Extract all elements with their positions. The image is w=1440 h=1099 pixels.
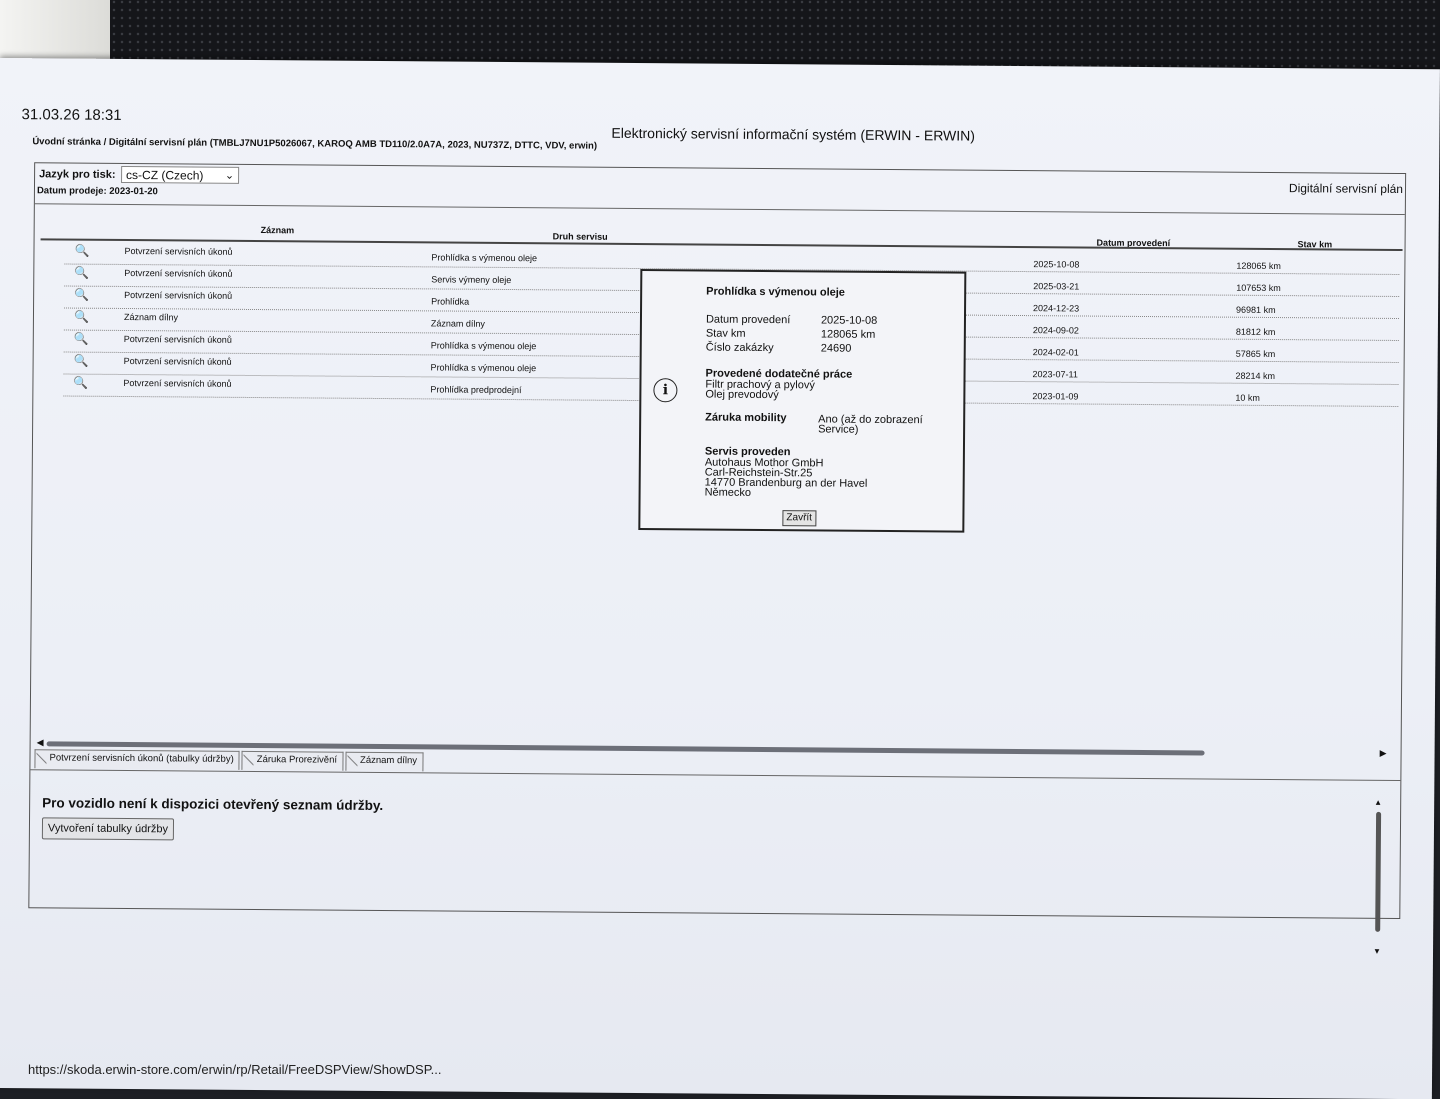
service-detail-popup — [638, 269, 966, 533]
cell-service-type: Prohlídka s výmenou oleje — [430, 362, 537, 374]
magnifier-icon[interactable]: 🔍 — [73, 309, 89, 324]
cell-mileage: 57865 km — [1235, 348, 1276, 360]
popup-mobility-label: Záruka mobility — [705, 411, 787, 425]
popup-dealer-title: Servis proveden — [704, 445, 791, 459]
cell-record: Potvrzení servisních úkonů — [124, 245, 233, 257]
column-header-record[interactable]: Záznam — [260, 225, 295, 236]
cell-mileage: 81812 km — [1235, 326, 1276, 338]
popup-dealer-street: Carl-Reichstein-Str.25 — [704, 466, 813, 480]
column-header-mileage[interactable]: Stav km — [1297, 239, 1333, 250]
magnifier-icon[interactable]: 🔍 — [73, 353, 89, 368]
print-timestamp: 31.03.26 18:31 — [21, 106, 122, 124]
cell-service-type: Prohlídka s výmenou oleje — [431, 252, 538, 264]
popup-dealer-name: Autohaus Mothor GmbH — [704, 456, 824, 470]
tabs-divider — [30, 769, 1400, 781]
popup-dealer-country: Německo — [704, 486, 752, 499]
language-select[interactable] — [121, 166, 239, 184]
vertical-scrollbar-thumb[interactable] — [1375, 812, 1381, 932]
vertical-scrollbar[interactable] — [1372, 797, 1383, 956]
popup-mobility-value-cont: Service) — [818, 423, 859, 436]
scroll-up-icon[interactable]: ▲ — [1374, 797, 1383, 807]
tab-service-confirmations[interactable]: Potvrzení servisních úkonů (tabulky údržby) — [34, 749, 239, 770]
tab-workshop-record[interactable]: Záznam dílny — [345, 752, 423, 772]
no-maintenance-list-message: Pro vozidlo není k dispozici otevřený seznam údržby. — [42, 795, 384, 814]
magnifier-icon[interactable]: 🔍 — [73, 331, 89, 346]
cell-mileage: 96981 km — [1236, 304, 1276, 316]
create-maintenance-table-button[interactable]: Vytvoření tabulky údržby — [42, 817, 174, 840]
popup-extra-work-title: Provedené dodatečné práce — [705, 367, 853, 381]
tab-corrosion-warranty[interactable]: Záruka Prorezivění — [242, 751, 343, 771]
printed-page — [0, 58, 1440, 1099]
cell-service-type: Prohlídka s výmenou oleje — [430, 340, 537, 352]
popup-title: Prohlídka s výmenou oleje — [706, 285, 846, 299]
magnifier-icon[interactable]: 🔍 — [73, 375, 89, 390]
cell-date: 2023-01-09 — [1032, 391, 1079, 402]
cell-record: Potvrzení servisních úkonů — [124, 267, 233, 279]
cell-service-type: Servis výmeny oleje — [431, 274, 512, 286]
cell-date: 2025-03-21 — [1033, 281, 1080, 292]
cell-record: Potvrzení servisních úkonů — [123, 333, 232, 345]
column-header-service-type[interactable]: Druh servisu — [552, 231, 608, 242]
scroll-right-icon[interactable]: ▶ — [1379, 747, 1387, 758]
digital-service-plan-frame — [28, 162, 1406, 956]
chevron-down-icon: ⌄ — [224, 169, 235, 182]
info-icon: i — [653, 378, 677, 402]
magnifier-icon[interactable]: 🔍 — [74, 287, 90, 302]
magnifier-icon[interactable]: 🔍 — [74, 265, 90, 280]
tab-bar — [34, 749, 425, 770]
cell-date: 2024-12-23 — [1033, 303, 1080, 314]
scroll-left-icon[interactable]: ◀ — [36, 737, 44, 748]
cell-record: Potvrzení servisních úkonů — [123, 377, 232, 389]
cell-date: 2023-07-11 — [1032, 369, 1078, 380]
cell-record: Potvrzení servisních úkonů — [124, 289, 233, 301]
breadcrumb: Úvodní stránka / Digitální servisní plán (TMBLJ7NU1P5026067, KAROQ AMB TD110/2.0A7A, 2023, NU737Z, DTTC, VDV, erwin) — [32, 136, 598, 152]
cell-service-type: Prohlídka — [431, 296, 470, 307]
magnifier-icon[interactable]: 🔍 — [74, 243, 90, 258]
cell-date: 2024-02-01 — [1032, 347, 1079, 358]
popup-mileage-value: 128065 km — [820, 328, 876, 341]
popup-extra-work-item: Filtr prachový a pylový — [705, 378, 815, 392]
cell-mileage: 107653 km — [1236, 282, 1281, 294]
scroll-down-icon[interactable]: ▼ — [1372, 946, 1381, 956]
popup-mobility-value: Ano (až do zobrazení — [818, 413, 923, 427]
section-label: Digitální servisní plán — [1288, 181, 1404, 197]
cell-service-type: Záznam dílny — [430, 318, 485, 329]
header-divider — [35, 203, 1405, 215]
cell-record: Záznam dílny — [123, 311, 179, 323]
cell-record: Potvrzení servisních úkonů — [123, 355, 232, 367]
cell-mileage: 28214 km — [1235, 370, 1276, 382]
popup-date-value: 2025-10-08 — [820, 314, 878, 327]
popup-dealer-city: 14770 Brandenburg an der Havel — [704, 476, 868, 490]
sale-date: Datum prodeje: 2023-01-20 — [36, 185, 158, 198]
cell-mileage: 128065 km — [1236, 260, 1281, 272]
popup-order-value: 24690 — [820, 342, 852, 355]
popup-mileage-label: Stav km — [705, 327, 746, 340]
popup-close-button[interactable]: Zavřít — [782, 510, 816, 526]
popup-date-label: Datum provedení — [705, 313, 791, 327]
cell-date: 2024-09-02 — [1032, 325, 1079, 336]
column-header-date[interactable]: Datum provedení — [1096, 237, 1171, 249]
cell-date: 2025-10-08 — [1033, 259, 1080, 270]
language-label: Jazyk pro tisk: — [39, 168, 116, 181]
popup-order-label: Číslo zakázky — [705, 341, 774, 355]
popup-extra-work-item: Olej prevodový — [705, 388, 779, 402]
system-title: Elektronický servisní informační systém (ERWIN - ERWIN) — [611, 124, 976, 144]
page-url: https://skoda.erwin-store.com/erwin/rp/Retail/FreeDSPView/ShowDSP... — [28, 1062, 442, 1077]
cell-mileage: 10 km — [1235, 392, 1260, 403]
cell-service-type: Prohlídka predprodejní — [430, 384, 522, 396]
language-select-value: cs-CZ (Czech) — [126, 167, 204, 183]
